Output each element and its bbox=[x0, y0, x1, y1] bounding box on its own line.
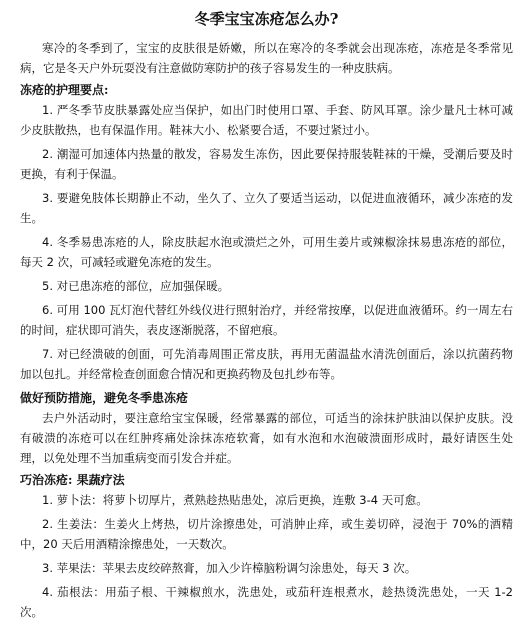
section-heading-remedies: 巧治冻疮: 果蔬疗法 bbox=[20, 473, 125, 487]
intro-paragraph: 寒冷的冬季到了，宝宝的皮肤很是娇嫩，所以在寒冷的冬季就会出现冻疮，冻疮是冬季常见病，它是冬天户外玩耍没有注意做防寒防护的孩子容易发生的一种皮肤病。 bbox=[20, 41, 513, 75]
remedy-item: 2. 生姜法：生姜火上烤热，切片涂擦患处，可消肿止痒，或生姜切碎，浸泡于 70%的酒精中，20 天后用酒精涂擦患处，一天数次。 bbox=[20, 517, 513, 551]
section-heading-prevention: 做好预防措施，避免冬季患冻疮 bbox=[20, 391, 189, 405]
care-item: 7. 对已经溃破的创面，可先消毒周围正常皮肤，再用无菌温盐水清洗创面后，涂以抗菌药物加以包扎。并经常检查创面愈合情况和更换药物及包扎纱布等。 bbox=[20, 347, 513, 381]
document-title: 冬季宝宝冻疮怎么办? bbox=[194, 10, 339, 28]
remedy-item: 4. 茄根法：用茄子根、干辣椒煎水，洗患处，或茄秆连根煮水，趁热烫洗患处，一天 1-2 次。 bbox=[20, 585, 513, 619]
care-item: 5. 对已患冻疮的部位，应加强保暖。 bbox=[42, 279, 230, 293]
remedy-item: 3. 苹果法：苹果去皮绞碎熬膏，加入少许樟脑粉调匀涂患处，每天 3 次。 bbox=[42, 561, 417, 575]
remedy-item: 1. 萝卜法：将萝卜切厚片，煮熟趁热贴患处，凉后更换，连敷 3-4 天可愈。 bbox=[42, 493, 428, 507]
care-item: 3. 要避免肢体长期静止不动，坐久了、立久了要适当运动，以促进血液循环，减少冻疮的发生。 bbox=[20, 191, 513, 225]
care-item: 1. 严冬季节皮肤暴露处应当保护，如出门时使用口罩、手套、防风耳罩。涂少量凡士林可减少皮肤散热，也有保温作用。鞋袜大小、松紧要合适，不要过紧过小。 bbox=[20, 103, 513, 137]
prevention-paragraph: 去户外活动时，要注意给宝宝保暖，经常暴露的部位，可适当的涂抹护肤油以保护皮肤。没有破溃的冻疮可以在红肿疼痛处涂抹冻疮软膏，如有水泡和水泡破溃面形成时，最好请医生处理，以免处理不当加重病变而引发合并症。 bbox=[20, 411, 513, 465]
care-item: 6. 可用 100 瓦灯泡代替红外线仪进行照射治疗，并经常按摩，以促进血液循环。约一周左右的时间，症状即可消失，表皮逐渐脱落，不留疤痕。 bbox=[20, 303, 513, 337]
care-item: 2. 潮湿可加速体内热量的散发，容易发生冻伤，因此要保持服装鞋袜的干燥，受潮后要及时更换，有利于保温。 bbox=[20, 147, 513, 181]
section-heading-care: 冻疮的护理要点: bbox=[20, 83, 109, 97]
care-item: 4. 冬季易患冻疮的人，除皮肤起水泡或溃烂之外，可用生姜片或辣椒涂抹易患冻疮的部位，每天 2 次，可减轻或避免冻疮的发生。 bbox=[20, 235, 513, 269]
